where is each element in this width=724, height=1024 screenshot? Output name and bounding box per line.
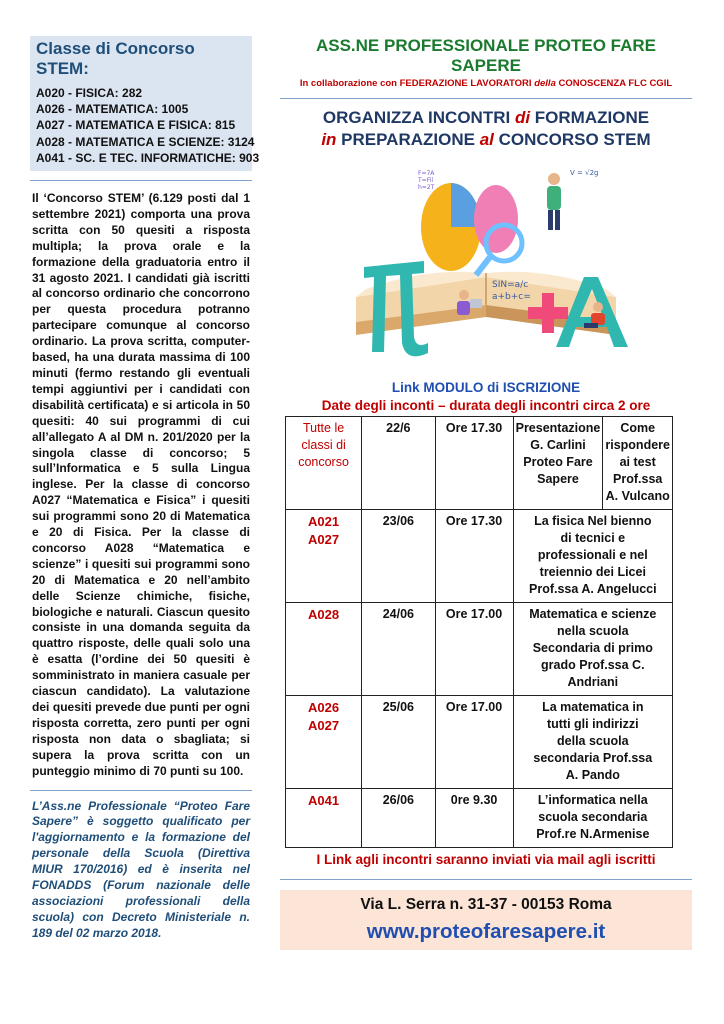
class-item: A028 - MATEMATICA E SCIENZE: 3124 [36,134,255,149]
class-codes-cell: A021 A027 [286,510,362,603]
stem-classes-box [30,36,260,171]
formula-text: V = √2g [570,169,599,177]
table-row [286,417,673,510]
stem-book-illustration [336,157,636,372]
formula-text: SIN=a/c [492,280,529,290]
mail-links-note: I Link agli incontri saranno inviati via mail agli iscritti [316,852,656,867]
website-link[interactable]: www.proteofaresapere.it [366,920,606,943]
headline-line-2: in PREPARAZIONE al CONCORSO STEM [321,130,651,149]
address: Via L. Serra n. 31-37 - 00153 Roma [360,896,612,913]
class-item: A020 - FISICA: 282 [36,86,143,100]
date-cell: 22/6 [362,417,435,510]
person-icon [547,173,561,230]
org-name: ASS.NE PROFESSIONALE PROTEO FARE SAPERE [315,36,657,75]
class-item: A041 - SC. E TEC. INFORMATICHE: 903 [36,150,260,165]
headline [280,107,692,151]
date-cell: 23/06 [362,510,435,603]
schedule-table [285,416,673,848]
date-cell: 26/06 [362,789,435,848]
time-cell: Ore 17.00 [435,603,513,696]
class-codes-cell: A028 [286,603,362,696]
registration-form-link[interactable]: Link MODULO di ISCRIZIONE [391,380,581,395]
topic-cell: Presentazione G. Carlini Proteo Fare Sapere [513,417,603,510]
class-codes-cell: A041 [286,789,362,848]
right-column [280,36,692,950]
class-codes-cell: A026 A027 [286,696,362,789]
time-cell: Ore 17.00 [435,696,513,789]
table-row [286,510,673,603]
association-note: L’Ass.ne Professionale “Proteo Fare Sapere” è soggetto qualificato per l'aggiornamento e la formazione del personale della Scuola (Direttiva MIUR 170/2016) ed è inserita nel FONADDS (Forum nazionale delle associazioni professionali della scuola) con Decreto Ministeriale n. 189 del 02 marzo 2018. [32,798,250,940]
stem-classes-title: Classe di Concorso STEM: [36,39,195,78]
topic-cell: Come rispondere ai test Prof.ssa A. Vulcano [603,417,673,510]
divider [280,98,692,99]
date-cell: 25/06 [362,696,435,789]
date-cell: 24/06 [362,603,435,696]
footer-box [280,890,692,950]
divider [280,879,692,880]
table-row [286,789,673,848]
time-cell: Ore 17.30 [435,510,513,603]
collaboration-line: In collaborazione con FEDERAZIONE LAVORATORI della CONOSCENZA FLC CGIL [299,78,673,89]
topic-cell: La matematica in tutti gli indirizzi della scuola secondaria Prof.ssa A. Pando [513,696,672,789]
class-item: A026 - MATEMATICA: 1005 [36,102,189,117]
topic-cell: L’informatica nella scuola secondaria Prof.re N.Armenise [513,789,672,848]
class-codes-cell: Tutte le classi di concorso [286,417,362,510]
class-item: A027 - MATEMATICA E FISICA: 815 [36,118,236,133]
headline-line-1: ORGANIZZA INCONTRI di FORMAZIONE [322,108,650,127]
dates-heading: Date degli inconti – durata degli incontri circa 2 ore [321,398,651,413]
left-column [30,36,260,942]
concorso-description: Il ‘Concorso STEM’ (6.129 posti dal 1 settembre 2021) comporta una prova scritta con 50 quesiti a risposta multipla; la prova orale e la formazione della graduatoria entro il 31 agosto 2021. I candidati già iscritti al concorso ordinario che concorrono per questa procedura potranno partecipare comunque al concorso ordinario. La prova scritta, computer-based, ha una durata massima di 100 minuti (fermo restando gli eventuali tempi aggiuntivi per i candidati con disabilità certificata) e si articola in 50 quesiti: 40 sui programmi di cui all’allegato A al DM n. 201/2020 per la singola classe di concorso; 5 sull’Informatica e 5 sulla Lingua inglese. Per la classe di concorso A027 “Matematica e Fisica” i quesiti sui programmi sono 20 di Matematica e 20 di Fisica. Per la classe di concorso A028 “Matematica e scienze” i quesiti sui programmi sono 20 di Matematica e 20 nell’ambito delle Scienze chimiche, fisiche, biologiche e naturali. Ciascun quesito consiste in una domanda seguita da quattro risposte, delle quali solo una è esatta (l’ordine dei 50 quesiti è somministrato in maniera casuale per ciascun candidato). La valutazione dei quesiti prevede due punti per ogni risposta corretta, zero punti per ogni risposta non data o sbagliata; si supera la prova scritta con un punteggio minimo di 70 punti su 100. [32,191,250,778]
formula-text: h=2T [418,184,435,191]
topic-cell: La fisica Nel bienno di tecnici e professionali e nel treiennio dei Licei Prof.ssa A. Angelucci [513,510,672,603]
formula-text: T=Fil [418,177,434,184]
divider [30,790,252,791]
divider [30,180,252,181]
table-row [286,603,673,696]
formula-text: a+b+c= [492,292,531,302]
time-cell: Ore 17.30 [435,417,513,510]
table-row [286,696,673,789]
formula-text: F=7A [418,170,435,177]
topic-cell: Matematica e scienze nella scuola Secondaria di primo grado Prof.ssa C. Andriani [513,603,672,696]
time-cell: 0re 9.30 [435,789,513,848]
stem-illustration [336,157,636,372]
